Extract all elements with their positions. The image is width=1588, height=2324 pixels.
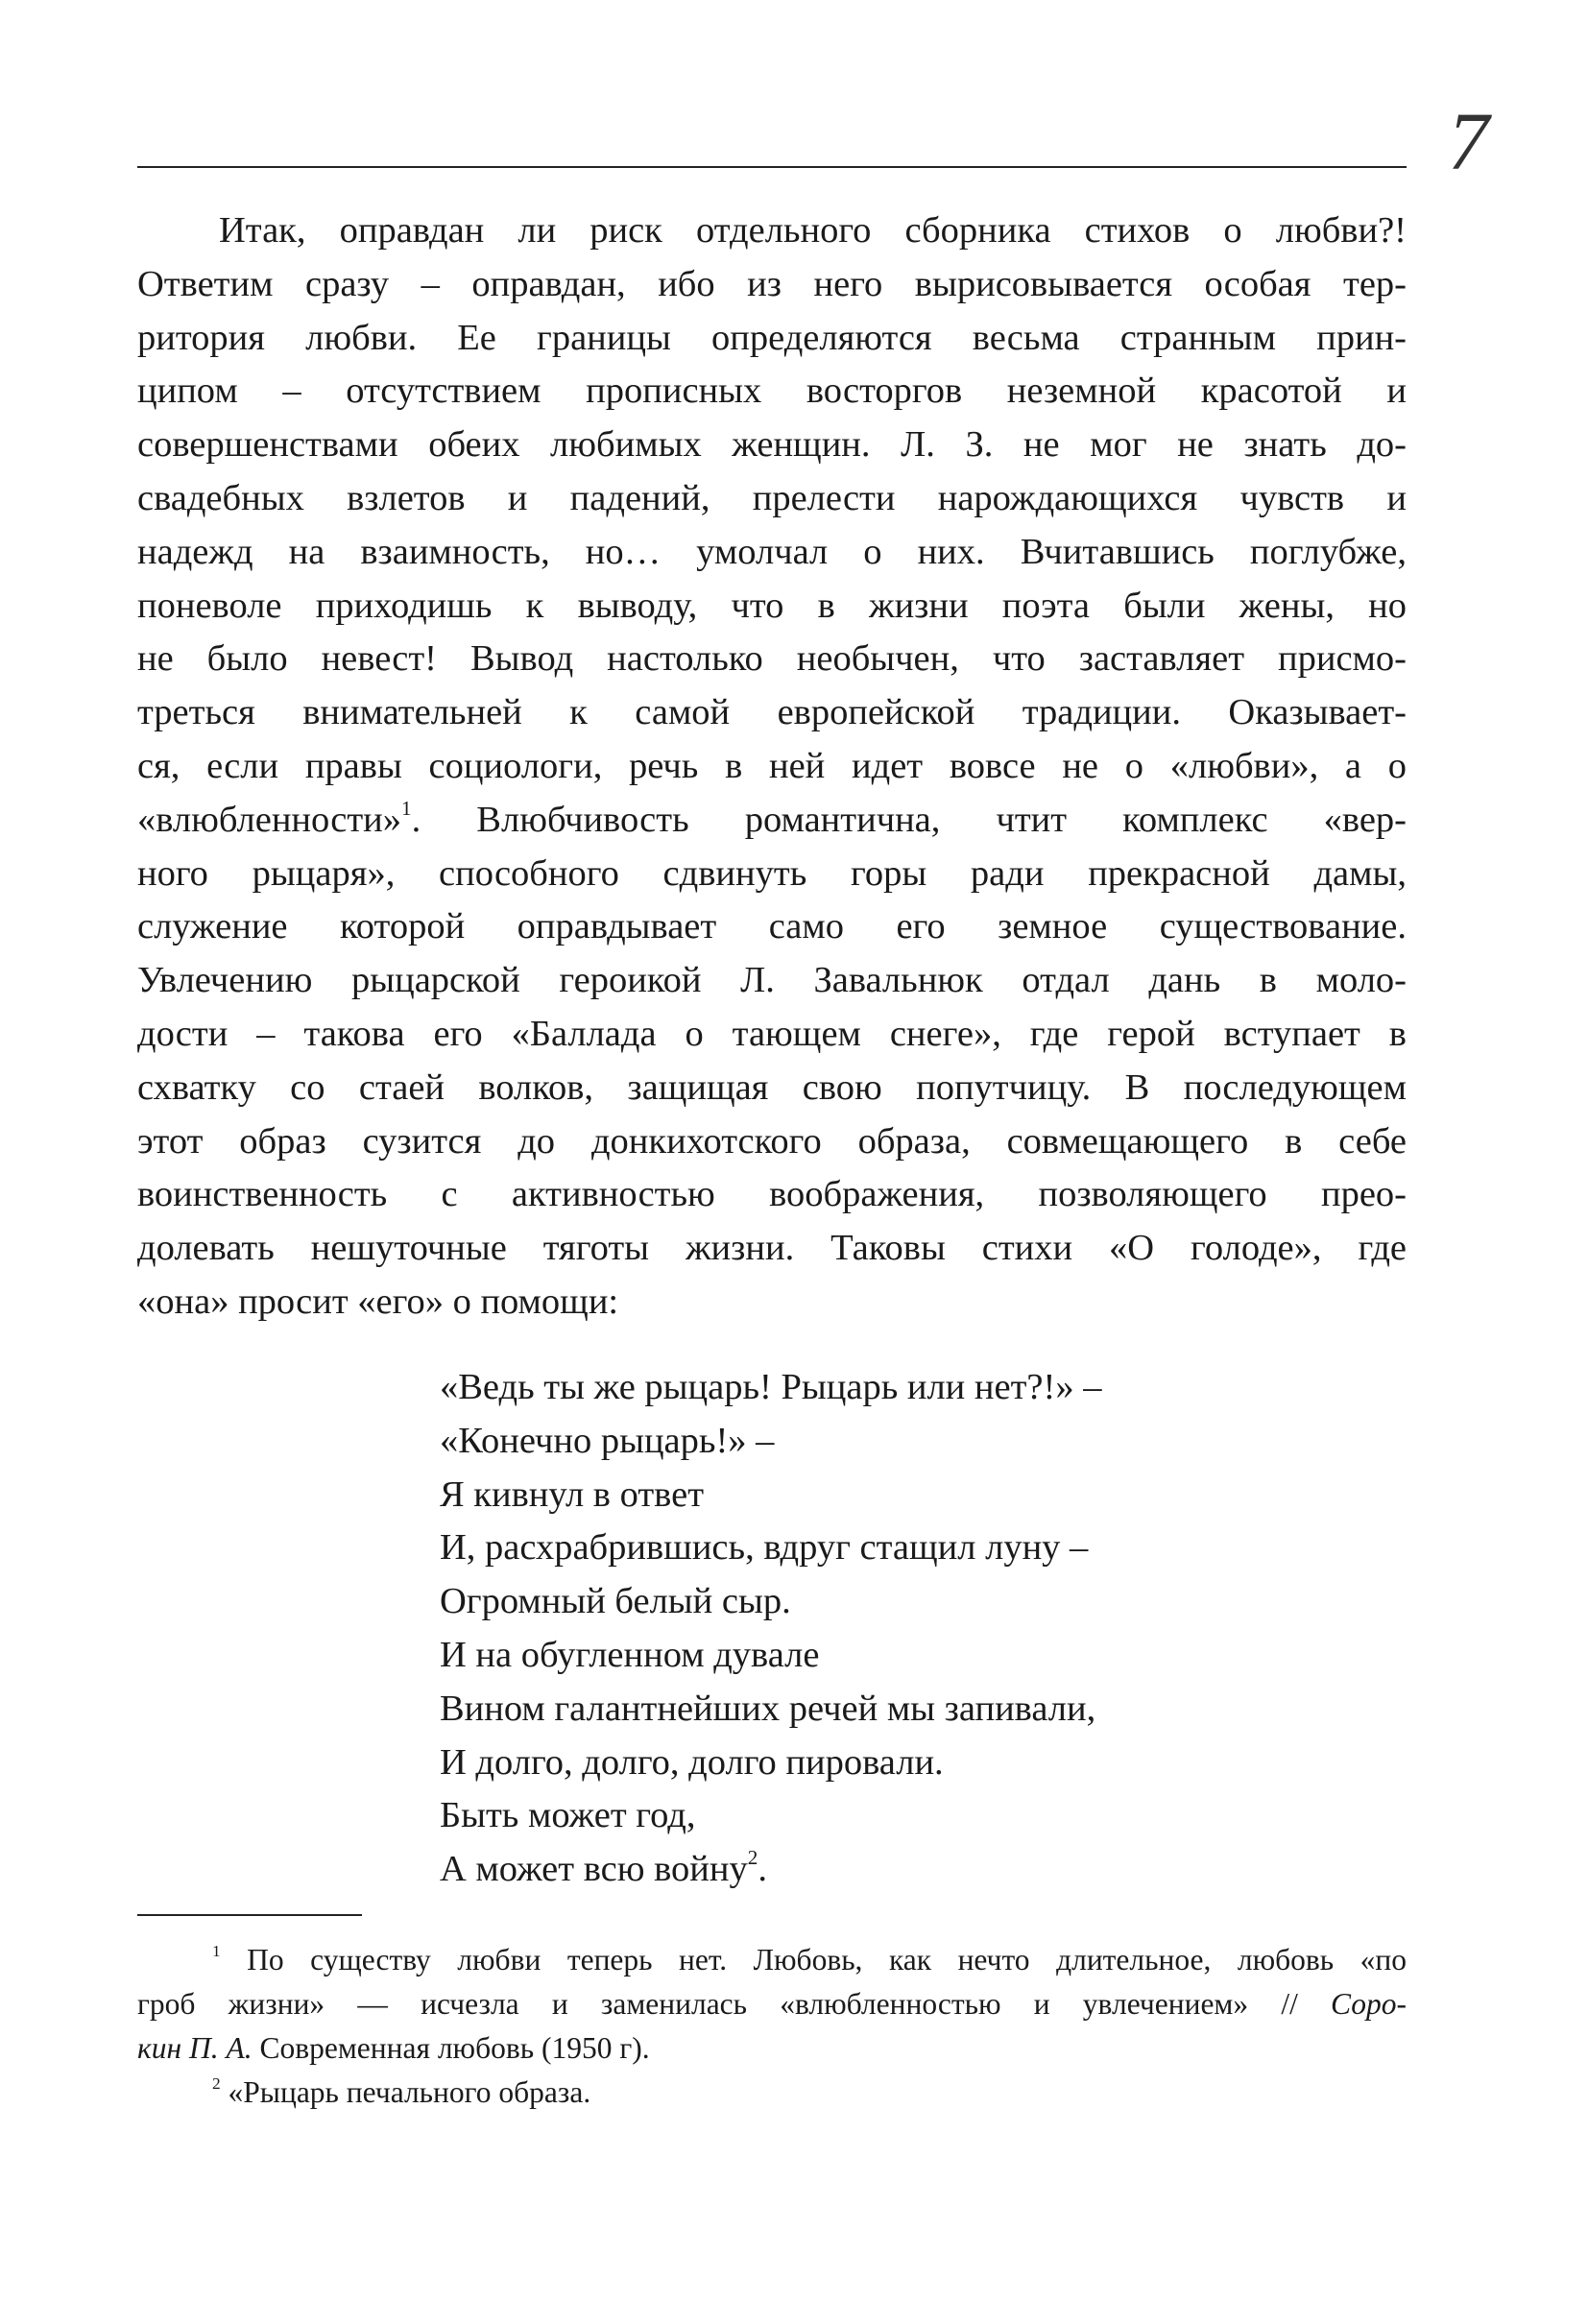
text-line: этот образ сузится до донкихотского образа, совмещающего в себе	[137, 1120, 1407, 1162]
poem-verse: Огромный белый сыр.	[440, 1581, 791, 1622]
text-fragment: Современная любовь (1950 г).	[252, 2031, 650, 2065]
text-line: «она» просит «его» о помощи:	[137, 1281, 619, 1322]
main-paragraph	[137, 204, 1407, 1330]
text-line: воинственность с активностью воображения, позволяющего прео-	[137, 1174, 1407, 1215]
footnote-1-line	[137, 1938, 1407, 1982]
poem-verse: «Ведь ты же рыцарь! Рыцарь или нет?!» –	[440, 1367, 1102, 1407]
poem-verse: И долго, долго, долго пировали.	[440, 1741, 944, 1783]
text-line: не было невест! Вывод настолько необычен, что заставляет присмо-	[137, 638, 1407, 680]
text-line: долевать нешуточные тяготы жизни. Таковы стихи «О голоде», где	[137, 1228, 1407, 1269]
poem-verse-last	[440, 1843, 1101, 1897]
poem-verse: Я кивнул в ответ	[440, 1473, 705, 1515]
text-fragment: гроб жизни» — исчезла и заменилась «влюбленностью и увлечением» //	[137, 1987, 1332, 2021]
citation-author: Соро-	[1331, 1987, 1407, 2021]
poem-verse: Вином галантнейших речей мы запивали,	[440, 1688, 1096, 1729]
footnote-1-line	[137, 1982, 1407, 2026]
footnote-1-line	[137, 2026, 1407, 2071]
citation-author: кин П. А.	[137, 2031, 253, 2065]
text-line: служение которой оправдывает само его земное существование.	[137, 906, 1407, 947]
text-line: надежд на взаимность, но… умолчал о них. Вчитавшись поглубже,	[137, 531, 1407, 572]
footnote-rule	[137, 1914, 362, 1916]
text-line: поневоле приходишь к выводу, что в жизни поэта были жены, но	[137, 585, 1407, 626]
header-rule	[137, 166, 1407, 168]
text-fragment: «Рыцарь печального образа.	[220, 2075, 591, 2109]
poem-verse: «Конечно рыцарь!» –	[440, 1420, 775, 1461]
text-fragment: А может всю войну	[440, 1849, 748, 1890]
text-line: Итак, оправдан ли риск отдельного сборника стихов о любви?!	[219, 210, 1407, 251]
page-number: 7	[1448, 95, 1489, 187]
text-line: ципом – отсутствием прописных восторгов неземной красотой и	[137, 371, 1407, 412]
text-line: ного рыцаря», способного сдвинуть горы ради прекрасной дамы,	[137, 852, 1407, 894]
footnote-1-marker: 1	[212, 1941, 221, 1960]
text-fragment: .	[758, 1849, 767, 1890]
text-line: треться внимательней к самой европейской традиции. Оказывает-	[137, 692, 1407, 733]
footnote-ref-1[interactable]: 1	[401, 796, 412, 820]
text-fragment: «влюбленности»	[137, 799, 402, 840]
text-fragment: По существу любви теперь нет. Любовь, как нечто длительное, любовь «по	[220, 1943, 1407, 1977]
text-line: свадебных взлетов и падений, прелести нарождающихся чувств и	[137, 477, 1407, 518]
footnote-ref-2[interactable]: 2	[747, 1846, 758, 1870]
text-line	[137, 794, 1407, 848]
text-line: дости – такова его «Баллада о тающем снеге», где герой вступает в	[137, 1013, 1407, 1054]
text-line: Увлечению рыцарской героикой Л. Завальнюк отдал дань в моло-	[137, 960, 1407, 1001]
footnote-2-marker: 2	[212, 2073, 221, 2093]
text-fragment: . Влюбчивость романтична, чтит комплекс «вер-	[411, 799, 1407, 840]
text-line: ритория любви. Ее границы определяются весьма странным прин-	[137, 317, 1407, 358]
footnote-2-line	[137, 2071, 1407, 2115]
text-line: схватку со стаей волков, защищая свою попутчицу. В последующем	[137, 1066, 1407, 1108]
poem-verse: И на обугленном дувале	[440, 1634, 820, 1675]
text-line: ся, если правы социологи, речь в ней идет вовсе не о «любви», а о	[137, 745, 1407, 786]
poem-verse: И, расхрабрившись, вдруг стащил луну –	[440, 1527, 1089, 1569]
text-line: совершенствами обеих любимых женщин. Л. З. не мог не знать до-	[137, 424, 1407, 466]
text-line: Ответим сразу – оправдан, ибо из него вырисовывается особая тер-	[137, 263, 1407, 304]
poem-quote	[440, 1361, 1101, 1897]
footnotes	[137, 1938, 1407, 2115]
poem-verse: Быть может год,	[440, 1795, 696, 1836]
